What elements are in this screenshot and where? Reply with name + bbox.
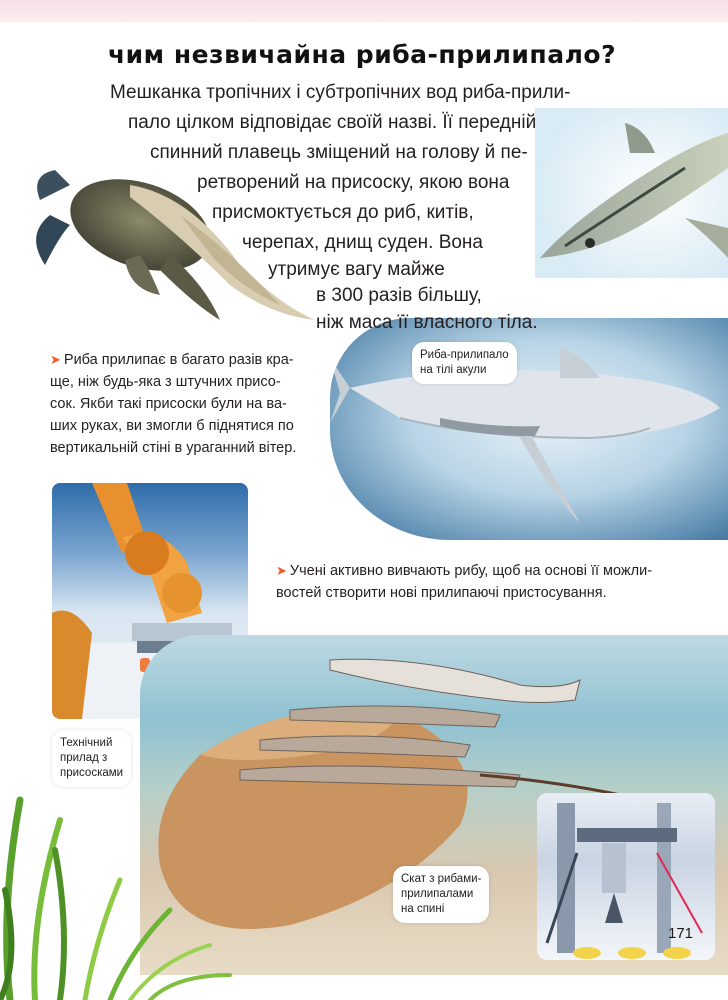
page-title: чим незвичайна риба-прилипало? (108, 40, 617, 69)
fact-line: сок. Якби такі присоски були на ва- (50, 396, 287, 412)
shark-photo-caption (412, 342, 517, 384)
arrow-right-icon: ➤ (276, 563, 287, 578)
fact-line: востей створити нові прилипаючі пристосування. (276, 585, 607, 601)
intro-line: пало цілком відповідає своїй назві. Її передній (128, 112, 537, 133)
caption-line: на спині (401, 903, 445, 915)
caption-line: Риба-прилипало (420, 349, 509, 361)
caption-line: присосками (60, 767, 124, 779)
ray-photo-caption (393, 866, 489, 923)
page-number: 171 (668, 925, 694, 942)
intro-line: ніж маса її власного тіла. (316, 312, 538, 333)
caption-line: прилипалами (401, 888, 474, 900)
fact-paragraph-research (276, 560, 696, 604)
device-photo-caption (52, 730, 131, 787)
shark-with-remora-photo (330, 318, 728, 540)
top-color-band (0, 0, 728, 22)
intro-line: в 300 разів більшу, (316, 285, 482, 306)
intro-line: черепах, днищ суден. Вона (242, 232, 483, 253)
intro-line: Мешканка тропічних і субтропічних вод риба-прили- (110, 82, 571, 103)
fact-line: вертикальній стіні в ураганний вітер. (50, 440, 297, 456)
fact-line: ще, ніж будь-яка з штучних присо- (50, 374, 281, 390)
arrow-right-icon: ➤ (50, 352, 61, 367)
caption-line: Технічний (60, 737, 113, 749)
seaweed-decoration (0, 780, 250, 1000)
caption-line: прилад з (60, 752, 108, 764)
intro-line: утримує вагу майже (268, 259, 445, 280)
caption-line: Скат з рибами- (401, 873, 482, 885)
remora-fish-photo (535, 108, 728, 278)
fact-paragraph-suction (50, 349, 330, 459)
intro-line: ретворений на присоску, якою вона (197, 172, 510, 193)
intro-line: присмоктується до риб, китів, (212, 202, 474, 223)
intro-line: спинний плавець зміщений на голову й пе- (150, 142, 528, 163)
caption-line: на тілі акули (420, 364, 487, 376)
fact-line: ших руках, ви змогли б піднятися по (50, 418, 294, 434)
fact-line: Риба прилипає в багато разів кра- (63, 352, 294, 368)
fact-line: Учені активно вивчають рибу, щоб на основі її можли- (289, 563, 653, 579)
